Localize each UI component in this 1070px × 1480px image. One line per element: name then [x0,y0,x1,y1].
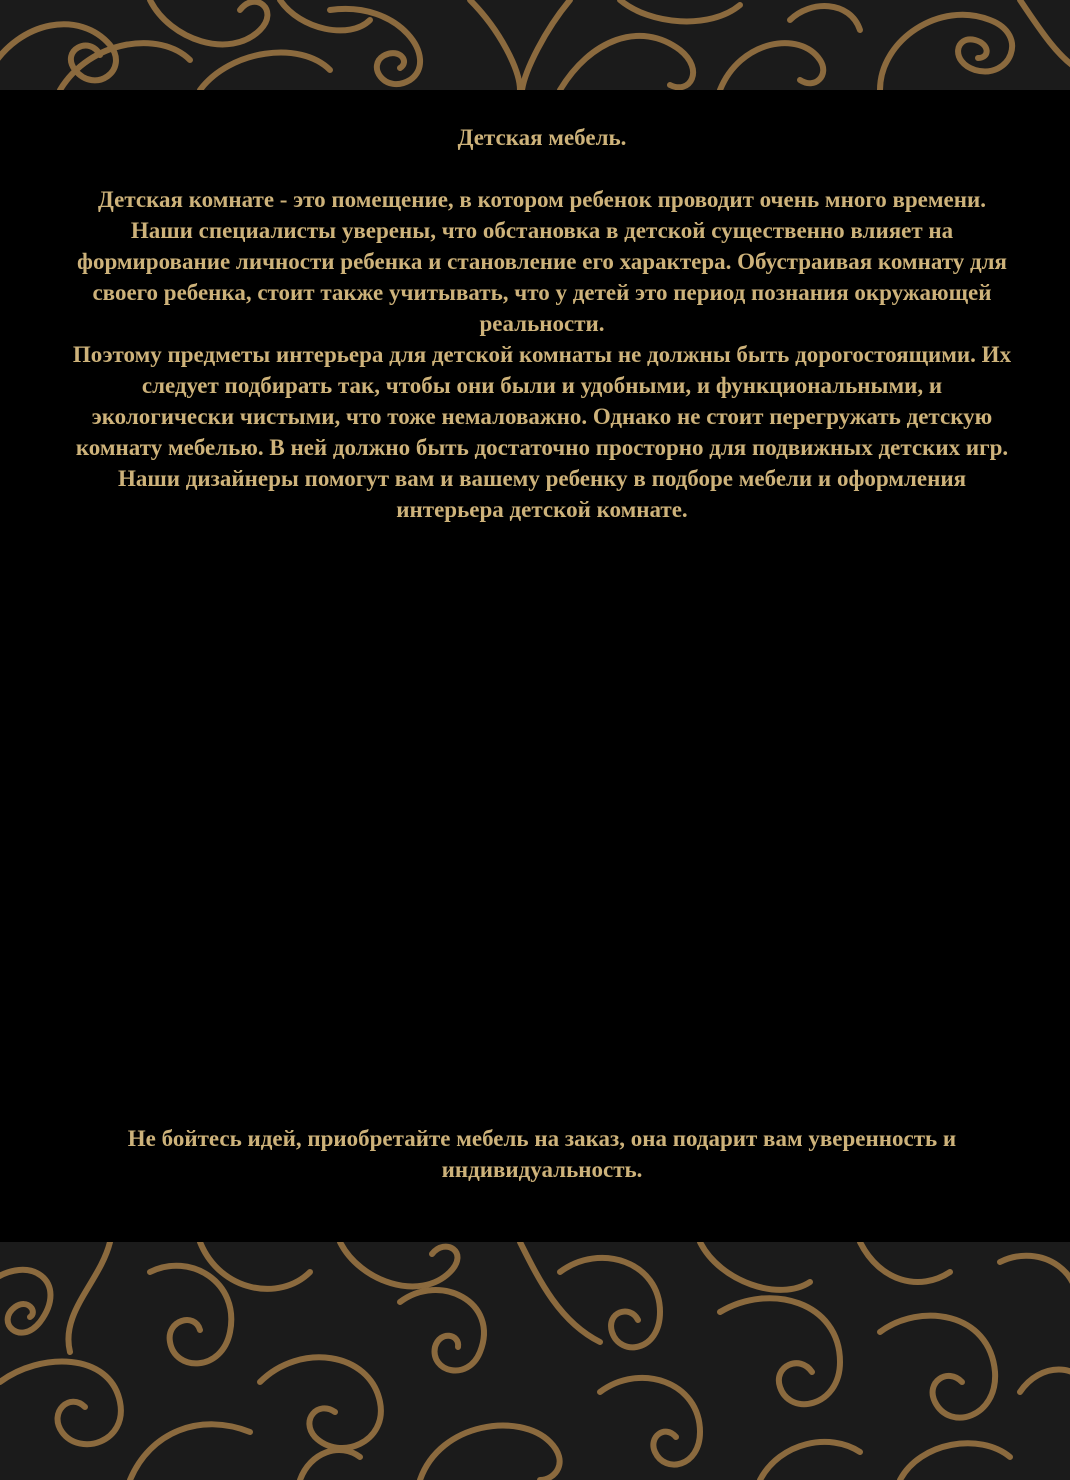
paragraph: Поэтому предметы интерьера для детской комнаты не должны быть дорогостоящими. Их следует подбирать так, чтобы они были и удобными, и функциональными, и экологически чистыми, что тоже немаловажно. Однако не стоит перегружать детскую комнату мебелью. В ней должно быть достаточно просторно для подвижных детских игр. [72,342,1012,460]
paragraph: Наши дизайнеры помогут вам и вашему ребенку в подборе мебели и оформления интерьера детской комнате. [117,466,967,522]
gold-swirl-ornament-icon [0,0,1070,90]
gold-swirl-ornament-icon [0,1242,1070,1480]
bottom-ornament-band [0,1242,1070,1480]
paragraph: Детская комнате - это помещение, в котором ребенок проводит очень много времени. Наши специалисты уверены, что обстановка в детской существенно влияет на формирование личности ребенка и становление его характера. Обустраивая комнату для своего ребенка, стоит также учитывать, что у детей это период познания окружающей реальности. [77,187,1007,336]
main-content [0,90,1070,1242]
page-title: Детская мебель. [457,125,627,150]
top-ornament-band [0,0,1070,90]
footer-slogan: Не бойтесь идей, приобретайте мебель на заказ, она подарит вам уверенность и индивидуальность. [127,1126,957,1182]
body-text [70,184,1014,525]
